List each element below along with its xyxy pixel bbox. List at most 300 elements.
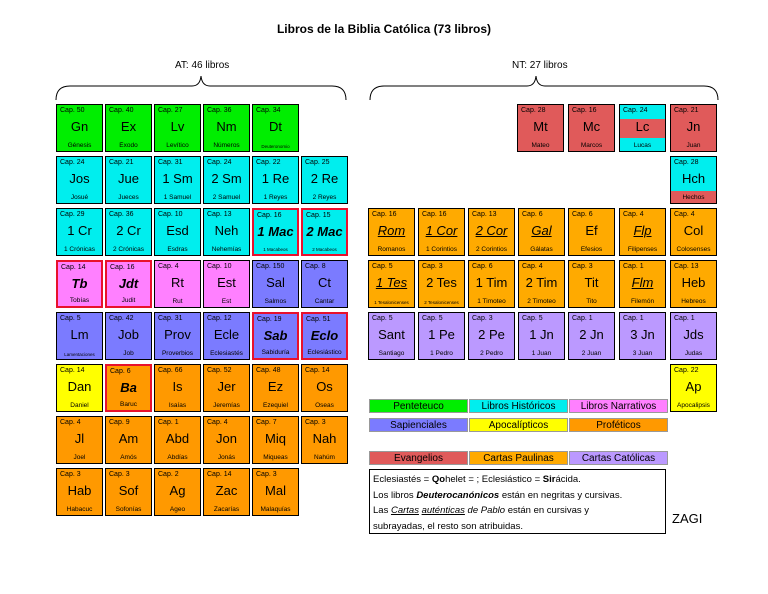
book-name: 2 Tesalonicenses	[424, 300, 459, 305]
chapter-count: Cap. 31	[158, 315, 183, 322]
book-abbreviation: Heb	[681, 275, 706, 290]
chapter-count: Cap. 10	[158, 211, 183, 218]
book-cell	[105, 104, 152, 152]
book-name: 2 Juan	[581, 350, 602, 357]
book-cell	[368, 312, 415, 360]
book-cell	[468, 208, 515, 256]
book-abbreviation: Mal	[265, 483, 286, 498]
book-cell	[154, 260, 201, 308]
book-abbreviation: 2 Cr	[116, 223, 141, 238]
legend-item: Libros Narrativos	[569, 399, 668, 413]
chapter-count: Cap. 21	[109, 159, 134, 166]
chapter-count: Cap. 12	[207, 315, 232, 322]
chapter-count: Cap. 15	[306, 212, 331, 219]
book-cell	[619, 208, 666, 256]
book-abbreviation: Mc	[582, 119, 601, 134]
book-cell	[670, 364, 717, 412]
book-cell	[518, 208, 565, 256]
book-cell	[203, 364, 250, 412]
book-abbreviation: Ap	[685, 379, 702, 394]
legend-item: Proféticos	[569, 418, 668, 432]
book-cell	[468, 260, 515, 308]
book-cell	[203, 312, 250, 360]
book-name: Ageo	[169, 506, 186, 513]
chapter-count: Cap. 19	[257, 316, 282, 323]
chapter-count: Cap. 16	[257, 212, 282, 219]
book-cell	[252, 260, 299, 308]
book-cell	[154, 156, 201, 204]
book-cell	[418, 260, 465, 308]
book-cell	[670, 156, 717, 204]
book-name: Zacarías	[213, 506, 240, 513]
book-name: Filipenses	[627, 246, 658, 253]
book-cell	[154, 104, 201, 152]
chapter-count: Cap. 50	[60, 107, 85, 114]
book-abbreviation: Is	[172, 379, 183, 394]
chapter-count: Cap. 7	[256, 419, 277, 426]
book-name: Joel	[73, 454, 86, 461]
book-name: Jueces	[118, 194, 139, 201]
book-abbreviation: 2 Pe	[478, 327, 505, 342]
legend-item: Libros Históricos	[469, 399, 568, 413]
book-name: 1 Juan	[531, 350, 552, 357]
book-abbreviation: Hab	[67, 483, 92, 498]
book-name: Filemón	[630, 298, 655, 305]
book-name: Sabiduría	[261, 349, 290, 356]
book-abbreviation: Tb	[71, 276, 88, 291]
book-name: 2 Corintios	[475, 246, 508, 253]
book-name: 1 Crónicas	[63, 246, 96, 253]
book-abbreviation: Jds	[683, 327, 704, 342]
chapter-count: Cap. 3	[472, 315, 493, 322]
chapter-count: Cap. 34	[256, 107, 281, 114]
chapter-count: Cap. 13	[207, 211, 232, 218]
book-abbreviation: 1 Sm	[162, 171, 193, 186]
book-name: Esdras	[167, 246, 188, 253]
book-cell	[301, 416, 348, 464]
chapter-count: Cap. 1	[572, 315, 593, 322]
book-abbreviation: Esd	[166, 223, 189, 238]
book-cell	[154, 364, 201, 412]
chapter-count: Cap. 3	[572, 263, 593, 270]
book-cell	[56, 312, 103, 360]
book-cell	[203, 260, 250, 308]
book-abbreviation: Ba	[120, 380, 137, 395]
book-name: Lamentaciones	[64, 352, 95, 357]
book-cell	[418, 312, 465, 360]
note-line-1: Eclesiastés = Qohelet = ; Eclesiástico = Sirácida.	[373, 474, 581, 485]
book-name: 1 Reyes	[263, 194, 288, 201]
book-name: Eclesiástico	[307, 349, 342, 356]
chapter-count: Cap. 4	[623, 211, 644, 218]
book-cell	[56, 208, 103, 256]
book-abbreviation: Neh	[214, 223, 239, 238]
book-name: Josué	[70, 194, 89, 201]
chapter-count: Cap. 3	[422, 263, 443, 270]
book-name: Levítico	[166, 142, 189, 149]
notes-box	[369, 469, 666, 534]
book-cell	[252, 364, 299, 412]
chapter-count: Cap. 1	[623, 315, 644, 322]
book-cell	[105, 312, 152, 360]
chapter-count: Cap. 25	[305, 159, 330, 166]
book-cell	[105, 260, 152, 308]
book-name: 1 Pedro	[430, 350, 453, 357]
book-abbreviation: Jdt	[118, 276, 139, 291]
chapter-count: Cap. 4	[60, 419, 81, 426]
legend-item: Sapienciales	[369, 418, 468, 432]
page-title: Libros de la Biblia Católica (73 libros)	[276, 22, 492, 36]
book-abbreviation: 2 Cor	[475, 223, 508, 238]
book-abbreviation: Job	[118, 327, 139, 342]
chapter-count: Cap. 28	[521, 107, 546, 114]
chapter-count: Cap. 5	[422, 315, 443, 322]
book-abbreviation: 2 Jn	[579, 327, 604, 342]
book-abbreviation: Jer	[217, 379, 236, 394]
book-name: Juan	[686, 142, 701, 149]
chapter-count: Cap. 31	[158, 159, 183, 166]
book-name: Hebreos	[681, 298, 706, 305]
book-abbreviation: Abd	[165, 431, 190, 446]
book-name: 1 Samuel	[163, 194, 192, 201]
book-cell	[56, 156, 103, 204]
book-cell	[203, 156, 250, 204]
chapter-count: Cap. 24	[623, 107, 648, 114]
book-cell	[619, 312, 666, 360]
note-line-4: subrayadas, el resto son atribuidas.	[373, 520, 523, 532]
book-name: Eclesiastés	[210, 350, 243, 357]
book-cell	[203, 208, 250, 256]
book-name: 1 Timoteo	[477, 298, 506, 305]
chapter-count: Cap. 1	[674, 315, 695, 322]
chapter-count: Cap. 24	[60, 159, 85, 166]
chapter-count: Cap. 27	[158, 107, 183, 114]
book-name: Judas	[684, 350, 703, 357]
book-name: Nehemías	[211, 246, 242, 253]
book-abbreviation: Lm	[70, 327, 89, 342]
book-abbreviation: 1 Cor	[425, 223, 458, 238]
book-cell	[203, 104, 250, 152]
book-abbreviation: Dan	[67, 379, 92, 394]
book-cell	[301, 312, 348, 360]
book-cell	[568, 260, 615, 308]
book-abbreviation: 1 Mac	[257, 224, 294, 239]
at-label: AT: 46 libros	[175, 60, 230, 71]
book-name: 2 Macabeos	[312, 247, 337, 252]
book-cell	[568, 104, 615, 152]
chapter-count: Cap. 5	[372, 263, 393, 270]
book-cell	[252, 104, 299, 152]
chapter-count: Cap. 28	[674, 159, 699, 166]
book-abbreviation: Jue	[118, 171, 139, 186]
chapter-count: Cap. 22	[256, 159, 281, 166]
book-abbreviation: Est	[217, 275, 236, 290]
book-abbreviation: Ecle	[213, 327, 240, 342]
book-name: Éxodo	[119, 142, 138, 149]
book-name: Jonás	[217, 454, 236, 461]
chapter-count: Cap. 5	[522, 315, 543, 322]
book-name: Santiago	[378, 350, 405, 357]
book-name: Deuteronomio	[261, 144, 290, 149]
note-line-2: Los libros Deuterocanónicos están en negritas y cursivas.	[373, 489, 623, 501]
book-cell	[518, 260, 565, 308]
book-abbreviation: 2 Re	[310, 171, 339, 186]
book-abbreviation: Prov	[164, 327, 191, 342]
book-cell	[154, 468, 201, 516]
chapter-count: Cap. 5	[60, 315, 81, 322]
legend-item: Cartas Paulinas	[469, 451, 568, 465]
chapter-count: Cap. 6	[110, 368, 131, 375]
book-cell	[154, 208, 201, 256]
chapter-count: Cap. 6	[522, 211, 543, 218]
book-abbreviation: Ct	[318, 275, 331, 290]
book-cell	[203, 416, 250, 464]
book-name: 2 Reyes	[312, 194, 337, 201]
book-abbreviation: Rt	[171, 275, 184, 290]
book-abbreviation: Nah	[312, 431, 337, 446]
book-name: 3 Juan	[632, 350, 653, 357]
chapter-count: Cap. 40	[109, 107, 134, 114]
book-name: Mateo	[531, 142, 550, 149]
book-name: Hechos	[682, 194, 705, 201]
book-name: Malaquías	[260, 506, 291, 513]
chapter-count: Cap. 14	[60, 367, 85, 374]
book-name: 1 Corintios	[425, 246, 458, 253]
chapter-count: Cap. 10	[207, 263, 232, 270]
book-cell	[56, 416, 103, 464]
note-line-3: Las Cartas auténticas de Pablo están en cursivas y	[373, 505, 590, 516]
book-cell	[418, 208, 465, 256]
book-name: Proverbios	[161, 350, 194, 357]
book-abbreviation: Sant	[378, 327, 405, 342]
book-abbreviation: 2 Mac	[306, 224, 343, 239]
book-abbreviation: Gal	[531, 223, 552, 238]
book-name: Oseas	[315, 402, 334, 409]
book-cell	[517, 104, 564, 152]
chapter-count: Cap. 51	[306, 316, 331, 323]
book-cell	[670, 208, 717, 256]
book-cell	[105, 156, 152, 204]
book-name: Rut	[172, 298, 183, 305]
book-cell	[252, 312, 299, 360]
book-abbreviation: Jos	[69, 171, 90, 186]
chapter-count: Cap. 4	[522, 263, 543, 270]
book-abbreviation: Lc	[635, 119, 650, 134]
book-abbreviation: Ef	[585, 223, 598, 238]
book-abbreviation: Lv	[170, 119, 185, 134]
book-cell	[468, 312, 515, 360]
book-abbreviation: Dt	[269, 119, 282, 134]
chapter-count: Cap. 52	[207, 367, 232, 374]
chapter-count: Cap. 16	[110, 264, 135, 271]
book-cell	[154, 416, 201, 464]
book-abbreviation: Am	[118, 431, 139, 446]
chapter-count: Cap. 13	[472, 211, 497, 218]
book-name: Cantar	[314, 298, 335, 305]
book-abbreviation: Zac	[215, 483, 238, 498]
book-abbreviation: Os	[316, 379, 333, 394]
book-abbreviation: Jl	[74, 431, 85, 446]
book-cell	[252, 468, 299, 516]
chapter-count: Cap. 16	[572, 107, 597, 114]
book-cell	[619, 260, 666, 308]
book-abbreviation: Jn	[686, 119, 701, 134]
book-abbreviation: Flm	[631, 275, 654, 290]
book-abbreviation: 2 Tim	[525, 275, 558, 290]
book-abbreviation: Eclo	[310, 328, 339, 343]
book-name: Abdías	[167, 454, 188, 461]
legend-item: Apocalípticos	[469, 418, 568, 432]
book-abbreviation: Sof	[118, 483, 139, 498]
chapter-count: Cap. 36	[109, 211, 134, 218]
chapter-count: Cap. 3	[305, 419, 326, 426]
chapter-count: Cap. 3	[256, 471, 277, 478]
book-abbreviation: 1 Jn	[529, 327, 554, 342]
book-cell	[368, 208, 415, 256]
book-abbreviation: Tit	[584, 275, 599, 290]
book-cell	[56, 104, 103, 152]
book-name: Efesios	[580, 246, 603, 253]
book-name: Tobías	[69, 297, 90, 304]
book-name: Baruc	[120, 401, 137, 408]
book-name: Job	[123, 350, 134, 357]
book-name: 2 Crónicas	[112, 246, 145, 253]
chapter-count: Cap. 150	[256, 263, 285, 270]
book-cell	[56, 364, 103, 412]
book-abbreviation: Hch	[681, 171, 706, 186]
book-cell	[252, 208, 299, 256]
book-abbreviation: Col	[683, 223, 704, 238]
book-name: Miqueas	[263, 454, 288, 461]
book-abbreviation: Jon	[216, 431, 237, 446]
section-braces	[0, 0, 768, 110]
book-abbreviation: 1 Tim	[475, 275, 508, 290]
book-name: 2 Pedro	[480, 350, 503, 357]
chapter-count: Cap. 22	[674, 367, 699, 374]
book-cell	[568, 208, 615, 256]
book-abbreviation: Nm	[216, 119, 237, 134]
book-name: Habacuc	[66, 506, 93, 513]
legend-item: Evangelios	[369, 451, 468, 465]
book-name: Daniel	[70, 402, 89, 409]
chapter-count: Cap. 3	[60, 471, 81, 478]
chapter-count: Cap. 1	[623, 263, 644, 270]
book-cell	[301, 156, 348, 204]
book-name: Gálatas	[530, 246, 553, 253]
book-cell	[105, 208, 152, 256]
chapter-count: Cap. 4	[207, 419, 228, 426]
chapter-count: Cap. 21	[674, 107, 699, 114]
book-name: Isaías	[168, 402, 187, 409]
author-signature: ZAGI	[672, 511, 703, 526]
book-name: 1 Macabeos	[263, 247, 288, 252]
chapter-count: Cap. 13	[674, 263, 699, 270]
book-name: Judit	[121, 297, 136, 304]
book-abbreviation: 2 Tes	[426, 275, 457, 290]
book-abbreviation: Miq	[265, 431, 286, 446]
book-cell	[301, 208, 348, 256]
book-name: 2 Samuel	[212, 194, 241, 201]
book-name: Lucas	[633, 142, 652, 149]
book-name: Romanos	[377, 246, 406, 253]
book-name: 2 Timoteo	[527, 298, 556, 305]
book-name: Apocalipsis	[677, 402, 710, 409]
chapter-count: Cap. 8	[305, 263, 326, 270]
book-name: Colosenses	[676, 246, 711, 253]
chapter-count: Cap. 4	[674, 211, 695, 218]
chapter-count: Cap. 9	[109, 419, 130, 426]
book-abbreviation: 1 Re	[261, 171, 290, 186]
chapter-count: Cap. 29	[60, 211, 85, 218]
chapter-count: Cap. 14	[207, 471, 232, 478]
book-cell	[670, 104, 717, 152]
book-abbreviation: Gn	[70, 119, 89, 134]
book-cell	[670, 312, 717, 360]
book-cell	[203, 468, 250, 516]
chapter-count: Cap. 16	[422, 211, 447, 218]
book-cell	[301, 260, 348, 308]
book-cell	[154, 312, 201, 360]
book-cell	[252, 156, 299, 204]
chapter-count: Cap. 4	[158, 263, 179, 270]
legend-item: Cartas Católicas	[569, 451, 668, 465]
book-name: 1 Tesalonicenses	[374, 300, 409, 305]
chapter-count: Cap. 42	[109, 315, 134, 322]
book-name: Est	[221, 298, 232, 305]
book-abbreviation: 1 Cr	[67, 223, 92, 238]
book-abbreviation: 2 Sm	[211, 171, 242, 186]
book-cell	[670, 260, 717, 308]
book-abbreviation: Rom	[377, 223, 406, 238]
chapter-count: Cap. 66	[158, 367, 183, 374]
nt-label: NT: 27 libros	[512, 60, 568, 71]
book-name: Amós	[120, 454, 137, 461]
book-cell	[56, 260, 103, 308]
chapter-count: Cap. 36	[207, 107, 232, 114]
chapter-count: Cap. 1	[158, 419, 179, 426]
chapter-count: Cap. 2	[158, 471, 179, 478]
book-abbreviation: Ag	[169, 483, 186, 498]
book-name: Sofonías	[115, 506, 142, 513]
chapter-count: Cap. 24	[207, 159, 232, 166]
legend-item: Penteteuco	[369, 399, 468, 413]
chapter-count: Cap. 6	[572, 211, 593, 218]
book-cell	[368, 260, 415, 308]
book-cell	[56, 468, 103, 516]
book-name: Génesis	[67, 142, 92, 149]
book-name: Jeremías	[213, 402, 240, 409]
book-abbreviation: Sal	[266, 275, 285, 290]
book-name: Salmos	[264, 298, 287, 305]
book-cell	[518, 312, 565, 360]
book-abbreviation: Mt	[533, 119, 548, 134]
book-name: Ezequiel	[263, 402, 288, 409]
book-name: Nahúm	[314, 454, 335, 461]
chapter-count: Cap. 16	[372, 211, 397, 218]
chapter-count: Cap. 3	[109, 471, 130, 478]
book-abbreviation: Sab	[263, 328, 288, 343]
book-cell	[568, 312, 615, 360]
chapter-count: Cap. 5	[372, 315, 393, 322]
book-cell	[105, 468, 152, 516]
book-abbreviation: 3 Jn	[630, 327, 655, 342]
chapter-count: Cap. 14	[305, 367, 330, 374]
book-cell	[252, 416, 299, 464]
book-cell	[105, 416, 152, 464]
book-abbreviation: Ez	[267, 379, 284, 394]
book-abbreviation: Ex	[120, 119, 137, 134]
book-abbreviation: Flp	[633, 223, 652, 238]
